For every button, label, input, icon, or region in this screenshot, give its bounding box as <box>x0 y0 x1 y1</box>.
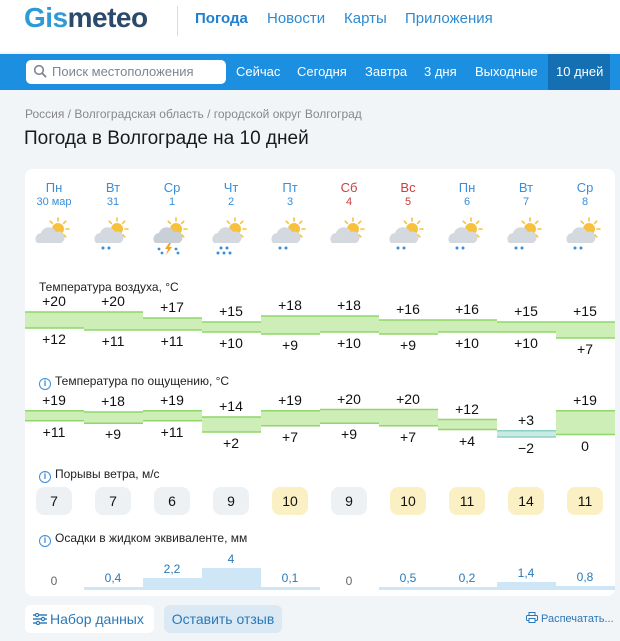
partly-cloudy-rain-icon <box>267 216 313 256</box>
nav-weather[interactable]: Погода <box>195 10 248 27</box>
temp-band <box>556 322 615 338</box>
temp-band <box>320 410 379 424</box>
day-name: Вт <box>105 180 121 195</box>
print-label: Распечатать... <box>541 613 614 625</box>
partly-cloudy-icon <box>326 216 372 256</box>
min-temp-value: +11 <box>101 333 125 349</box>
day-name: Вт <box>518 180 534 195</box>
max-temp-value: +20 <box>396 390 420 407</box>
max-temp-value: +20 <box>42 293 66 309</box>
day-header[interactable] <box>88 180 138 208</box>
wind-gust-value: 10 <box>390 487 426 515</box>
max-temp-value: +15 <box>219 303 243 319</box>
nav-apps[interactable]: Приложения <box>405 10 493 27</box>
day-name: Сб <box>340 180 358 195</box>
precip-bar <box>143 578 202 590</box>
precip-value: 0,2 <box>458 571 476 585</box>
partly-cloudy-icon <box>31 216 77 256</box>
partly-cloudy-rain-icon <box>385 216 431 256</box>
partly-cloudy-rain-icon <box>90 216 136 256</box>
precip-value: 2,2 <box>163 561 181 576</box>
day-header[interactable] <box>29 180 79 208</box>
forecast-tabs-bar <box>0 54 620 90</box>
day-header[interactable] <box>265 180 315 208</box>
day-header[interactable] <box>324 180 374 208</box>
max-temp-value: +16 <box>455 301 479 317</box>
min-temp-value: 0 <box>581 437 589 454</box>
dataset-button[interactable] <box>25 605 154 633</box>
wind-gust-value: 6 <box>154 487 190 515</box>
min-temp-value: +7 <box>577 341 593 357</box>
site-header <box>0 0 620 52</box>
thunderstorm-icon <box>149 216 195 256</box>
min-temp-value: +9 <box>341 426 357 443</box>
precip-value: 1,4 <box>517 566 535 581</box>
day-header[interactable] <box>442 180 492 208</box>
temp-band <box>379 320 438 334</box>
temp-band <box>261 316 320 334</box>
temp-band <box>143 318 202 330</box>
wind-gust-value: 14 <box>508 487 544 515</box>
info-icon[interactable]: i <box>39 471 51 483</box>
min-temp-value: +9 <box>400 337 416 353</box>
day-date: 30 мар <box>36 196 72 208</box>
day-name: Пн <box>45 180 63 195</box>
wind-gust-value: 9 <box>213 487 249 515</box>
day-name: Вс <box>400 180 416 195</box>
wind-gust-value: 11 <box>567 487 603 515</box>
day-header[interactable] <box>383 180 433 208</box>
precip-value: 0,4 <box>104 571 122 585</box>
temp-band <box>320 316 379 332</box>
search-input[interactable] <box>26 60 226 84</box>
feedback-button[interactable]: Оставить отзыв <box>164 605 282 633</box>
day-date: 31 <box>106 196 120 208</box>
settings-sliders-icon <box>33 613 47 625</box>
temp-band <box>438 320 497 332</box>
temp-band <box>84 412 143 423</box>
dataset-button-label: Набор данных <box>50 611 144 627</box>
search-placeholder: Поиск местоположения <box>52 64 194 79</box>
tab-now[interactable]: Сейчас <box>236 64 281 79</box>
wind-gust-value: 11 <box>449 487 485 515</box>
day-header[interactable] <box>501 180 551 208</box>
nav-maps[interactable]: Карты <box>344 10 387 27</box>
day-name: Ср <box>163 180 181 195</box>
partly-cloudy-rain-icon <box>562 216 608 256</box>
partly-cloudy-rain-icon <box>503 216 549 256</box>
precip-bar <box>379 587 438 590</box>
header-divider <box>177 6 178 36</box>
max-temp-value: +20 <box>337 390 361 407</box>
tab-3-days[interactable]: 3 дня <box>424 64 457 79</box>
search-icon <box>33 64 47 78</box>
gismeteo-logo[interactable]: Gismeteo <box>24 2 148 33</box>
precip-value: 4 <box>227 552 235 566</box>
temp-band <box>25 312 84 328</box>
partly-cloudy-rain-icon <box>444 216 490 256</box>
min-temp-value: +10 <box>337 335 361 351</box>
max-temp-value: +15 <box>573 303 597 319</box>
temp-band <box>202 417 261 432</box>
wind-gust-value: 10 <box>272 487 308 515</box>
temp-band <box>556 411 615 435</box>
max-temp-value: +3 <box>518 411 534 428</box>
max-temp-value: +19 <box>160 391 184 408</box>
tab-tomorrow[interactable]: Завтра <box>365 64 408 79</box>
precip-value: 0,8 <box>576 569 594 584</box>
day-name: Ср <box>576 180 594 195</box>
temp-band <box>143 411 202 421</box>
info-icon[interactable]: i <box>39 535 51 547</box>
min-temp-value: +10 <box>219 335 243 351</box>
max-temp-value: +19 <box>278 391 302 408</box>
day-date: 8 <box>581 196 589 208</box>
max-temp-value: +12 <box>455 400 479 417</box>
precip-value: 0,1 <box>281 571 299 585</box>
min-temp-value: +11 <box>42 423 66 440</box>
feels-like-label: i Температура по ощущению, °C <box>39 374 229 390</box>
tab-weekend[interactable]: Выходные <box>475 64 538 79</box>
precip-bar <box>84 587 143 590</box>
precip-bar <box>438 587 497 590</box>
breadcrumb[interactable]: Россия / Волгоградская область / городской округ Волгоград <box>25 107 362 121</box>
max-temp-value: +18 <box>278 297 302 313</box>
day-header[interactable] <box>560 180 610 208</box>
precip-value: 0 <box>345 574 353 588</box>
day-date: 3 <box>286 196 294 208</box>
precip-bar <box>202 568 261 590</box>
precip-value: 0,5 <box>399 571 417 585</box>
min-temp-value: +9 <box>105 426 121 443</box>
max-temp-value: +20 <box>101 293 125 309</box>
temp-band <box>25 411 84 421</box>
precip-bar <box>261 587 320 590</box>
max-temp-value: +17 <box>160 299 184 315</box>
info-icon[interactable]: i <box>39 378 51 390</box>
min-temp-value: +7 <box>400 428 416 445</box>
day-date: 1 <box>168 196 176 208</box>
min-temp-value: +10 <box>455 335 479 351</box>
min-temp-value: +11 <box>160 423 184 440</box>
min-temp-value: +12 <box>42 331 66 347</box>
precip-bar <box>556 586 615 590</box>
min-temp-value: +2 <box>223 435 239 451</box>
max-temp-value: +19 <box>573 391 597 408</box>
min-temp-value: +9 <box>282 337 298 353</box>
max-temp-value: +15 <box>514 303 538 319</box>
precipitation-label: i Осадки в жидком эквиваленте, мм <box>39 531 247 547</box>
precip-bar <box>497 582 556 590</box>
temp-band <box>202 322 261 332</box>
day-date: 6 <box>463 196 471 208</box>
wind-gust-value: 9 <box>331 487 367 515</box>
printer-icon <box>526 612 538 623</box>
forecast-card <box>25 169 615 596</box>
day-header[interactable] <box>147 180 197 208</box>
min-temp-value: +7 <box>282 428 298 445</box>
day-header[interactable] <box>206 180 256 208</box>
wind-gusts-label: i Порывы ветра, м/с <box>39 467 160 483</box>
temp-band <box>497 431 556 437</box>
day-name: Чт <box>223 180 239 195</box>
day-date: 4 <box>345 196 353 208</box>
day-date: 7 <box>522 196 530 208</box>
tab-today[interactable]: Сегодня <box>297 64 347 79</box>
day-name: Пт <box>282 180 298 195</box>
max-temp-value: +18 <box>101 393 125 409</box>
temp-band <box>497 322 556 332</box>
day-name: Пн <box>458 180 476 195</box>
wind-gust-value: 7 <box>95 487 131 515</box>
temp-band <box>438 420 497 430</box>
max-temp-value: +14 <box>219 398 243 414</box>
min-temp-value: +11 <box>160 333 184 349</box>
print-button[interactable] <box>526 612 614 625</box>
temp-band <box>84 312 143 330</box>
day-date: 5 <box>404 196 412 208</box>
day-date: 2 <box>227 196 235 208</box>
min-temp-value: +10 <box>514 335 538 351</box>
tab-10-days[interactable]: 10 дней <box>556 64 604 79</box>
nav-news[interactable]: Новости <box>267 10 326 27</box>
min-temp-value: −2 <box>518 440 534 456</box>
partly-cloudy-rain-icon <box>208 216 254 256</box>
temperature-label: Температура воздуха, °C <box>39 280 179 294</box>
max-temp-value: +16 <box>396 301 420 317</box>
max-temp-value: +18 <box>337 297 361 313</box>
precip-value: 0 <box>50 574 58 588</box>
wind-gust-value: 7 <box>36 487 72 515</box>
page-title: Погода в Волгограде на 10 дней <box>24 128 309 149</box>
temp-band <box>261 411 320 426</box>
max-temp-value: +19 <box>42 391 66 408</box>
min-temp-value: +4 <box>459 432 475 449</box>
temp-band <box>379 410 438 426</box>
